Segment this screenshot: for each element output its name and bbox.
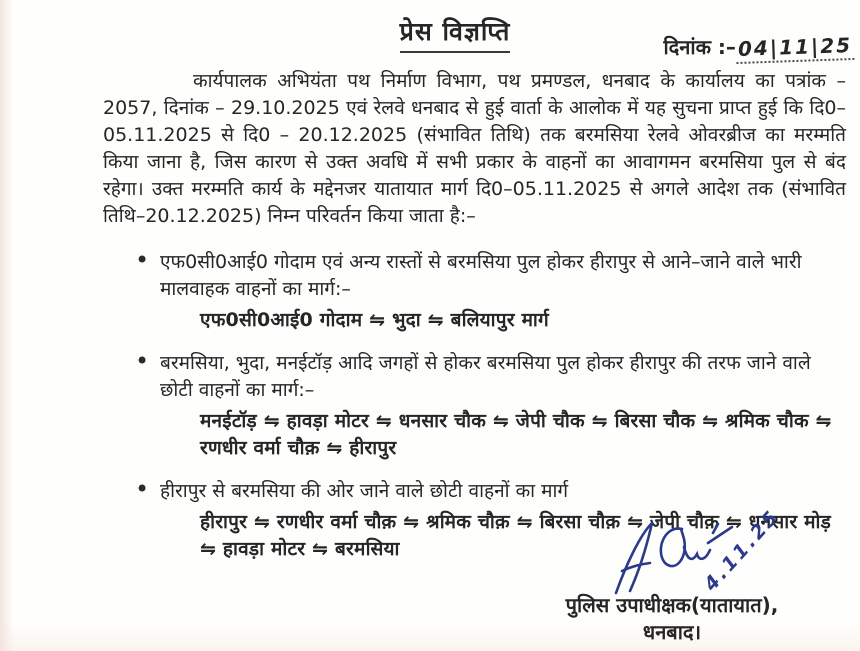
signatory-block [552, 592, 792, 646]
signatory-place: धनबाद। [642, 620, 702, 644]
route-heavy-vehicles: एफ0सी0आई0 गोदाम ⇋ भुदा ⇋ बलियापुर मार्ग [200, 309, 549, 331]
page-title: प्रेस विज्ञप्ति [400, 14, 511, 53]
signatory-designation: पुलिस उपाधीक्षक(यातायात), [565, 593, 779, 617]
bullet-item-small-vehicles-to-barmasiya: • हीरापुर से बरमसिया की ओर जाने वाले छोटी वाहनों का मार्ग [103, 478, 846, 505]
bullet-item-small-vehicles-to-hirapur: • बरमसिया, भुदा, मनईटॉड़ आदि जगहों से होकर बरमसिया पुल होकर हीरापुर की तरफ जाने वाले छोटी वाहनों का मार्ग:– [103, 350, 846, 404]
date-label: दिनांक :– [663, 35, 736, 59]
date-row [663, 33, 854, 62]
document-body [0, 68, 860, 579]
handwritten-date: 04|11|25 [735, 33, 854, 64]
bullet-item-heavy-vehicles: • एफ0सी0आई0 गोदाम एवं अन्य रास्तों से बरमसिया पुल होकर हीरापुर से आने–जाने वाले भारी मालवाहक वाहनों का मार्ग:– [103, 249, 846, 303]
route-small-vehicles-to-hirapur: मनईटॉड़ ⇋ हावड़ा मोटर ⇋ धनसार चौक ⇋ जेपी चौक ⇋ बिरसा चौक ⇋ श्रमिक चौक ⇋ रणधीर वर्मा चौक़ ⇋ हीरापुर [200, 410, 832, 459]
signature-handwritten-date: 4.11.25 [699, 505, 785, 596]
intro-paragraph: कार्यपालक अभियंता पथ निर्माण विभाग, पथ प्रमण्डल, धनबाद के कार्यालय का पत्रांक –2057, दिनांक – 29.10.2025 एवं रेलवे धनबाद से हुई वार्ता के आलोक में यह सुचना प्राप्त हुई कि दि0–05.11.2025 से दि0 – 20.12.2025 (संभावित तिथि) तक बरमसिया रेलवे ओवरब्रीज का मरम्मति किया जाना है, जिस कारण से उक्त अवधि में सभी प्रकार के वाहनों का आवागमन बरमसिया पुल से बंद रहेगा। उक्त मरम्मति कार्य के मद्देनजर यातायात मार्ग दि0–05.11.2025 से अगले आदेश तक (संभावित तिथि–20.12.2025) निम्न परिवर्तन किया जाता है:– [103, 70, 846, 227]
route-small-vehicles-to-barmasiya: हीरापुर ⇋ रणधीर वर्मा चौक़ ⇋ श्रमिक चौक़ ⇋ बिरसा चौक़ ⇋ जेपी चौक़ ⇋ धनसार मोड़ ⇋ हावड़ा मोटर ⇋ बरमसिया [200, 511, 832, 560]
